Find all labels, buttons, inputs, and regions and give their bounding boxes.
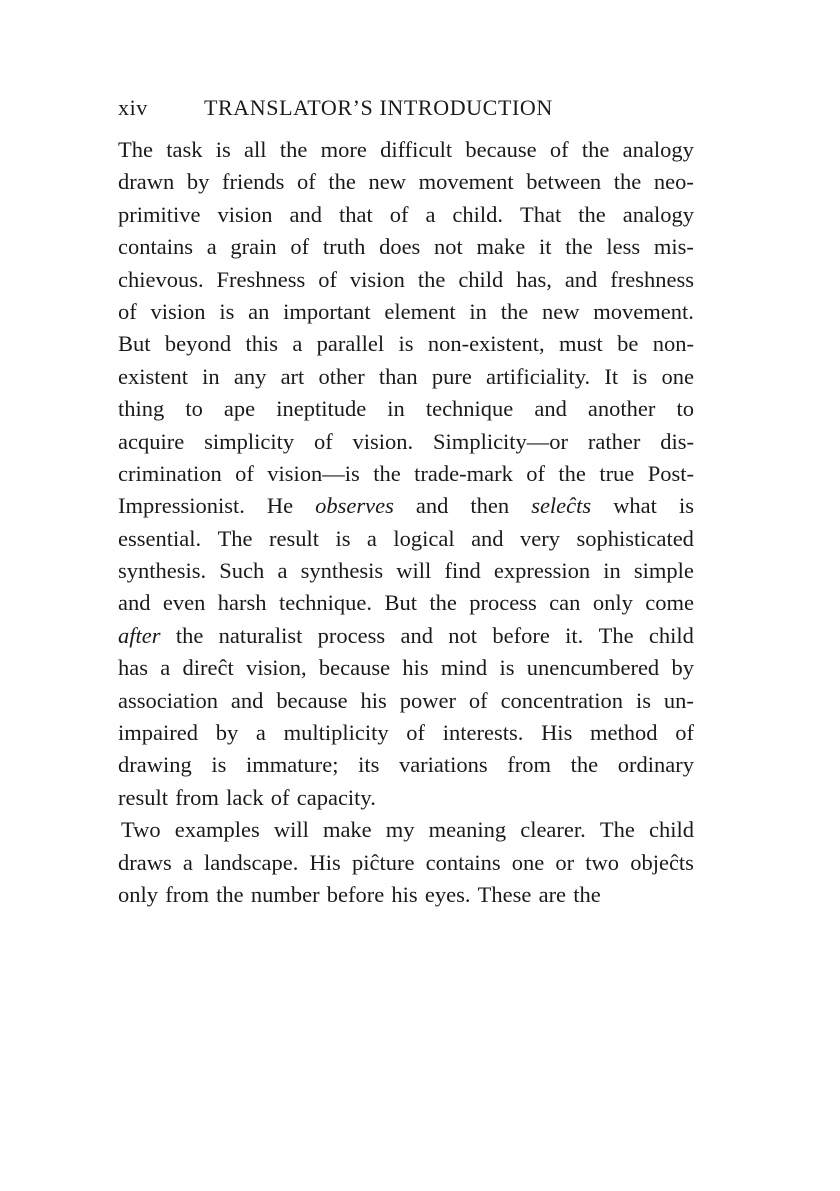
text-line: and even harsh technique. But the process can only come — [118, 590, 694, 616]
text-line: essential. The result is a logical and very sophisticated — [118, 525, 694, 551]
text-line: has a direĉt vision, because his mind is unencumbered by — [118, 655, 694, 681]
text-line: association and because his power of concentration is un- — [118, 687, 694, 713]
text-line: acquire simplicity of vision. Simplicity—or rather dis- — [118, 428, 694, 454]
text-line: result from lack of capacity. — [118, 784, 376, 810]
text-line: thing to ape ineptitude in technique and another to — [118, 396, 694, 422]
text-line: Two examples will make my meaning clearer. The child — [121, 817, 694, 843]
text-line: primitive vision and that of a child. That the analogy — [118, 201, 694, 227]
running-head-title: TRANSLATOR’S INTRODUCTION — [204, 95, 553, 120]
text-line: impaired by a multiplicity of interests. His method of — [118, 720, 694, 746]
text-line: only from the number before his eyes. These are the — [118, 881, 601, 907]
text-line: contains a grain of truth does not make it the less mis- — [118, 234, 694, 260]
text-line: Impressionist. He observes and then seleĉts what is — [118, 493, 694, 519]
text-line: crimination of vision—is the trade-mark of the true Post- — [118, 460, 694, 486]
body-text — [118, 134, 694, 911]
running-head — [118, 95, 698, 127]
text-line: The task is all the more difficult because of the analogy — [118, 137, 694, 162]
text-line: existent in any art other than pure artificiality. It is one — [118, 363, 694, 389]
text-line: chievous. Freshness of vision the child has, and freshness — [118, 266, 694, 292]
text-line: after the naturalist process and not before it. The child — [118, 622, 694, 648]
paragraph — [118, 814, 694, 911]
page-number: xiv — [118, 95, 148, 120]
paragraph — [118, 134, 694, 814]
text-line: But beyond this a parallel is non-existent, must be non- — [118, 331, 694, 357]
text-line: drawing is immature; its variations from the ordinary — [118, 752, 694, 778]
text-line: drawn by friends of the new movement between the neo- — [118, 169, 694, 195]
text-line: draws a landscape. His piĉture contains one or two objeĉts — [118, 849, 694, 875]
text-line: of vision is an important element in the new movement. — [118, 298, 694, 324]
text-line: synthesis. Such a synthesis will find expression in simple — [118, 558, 694, 584]
